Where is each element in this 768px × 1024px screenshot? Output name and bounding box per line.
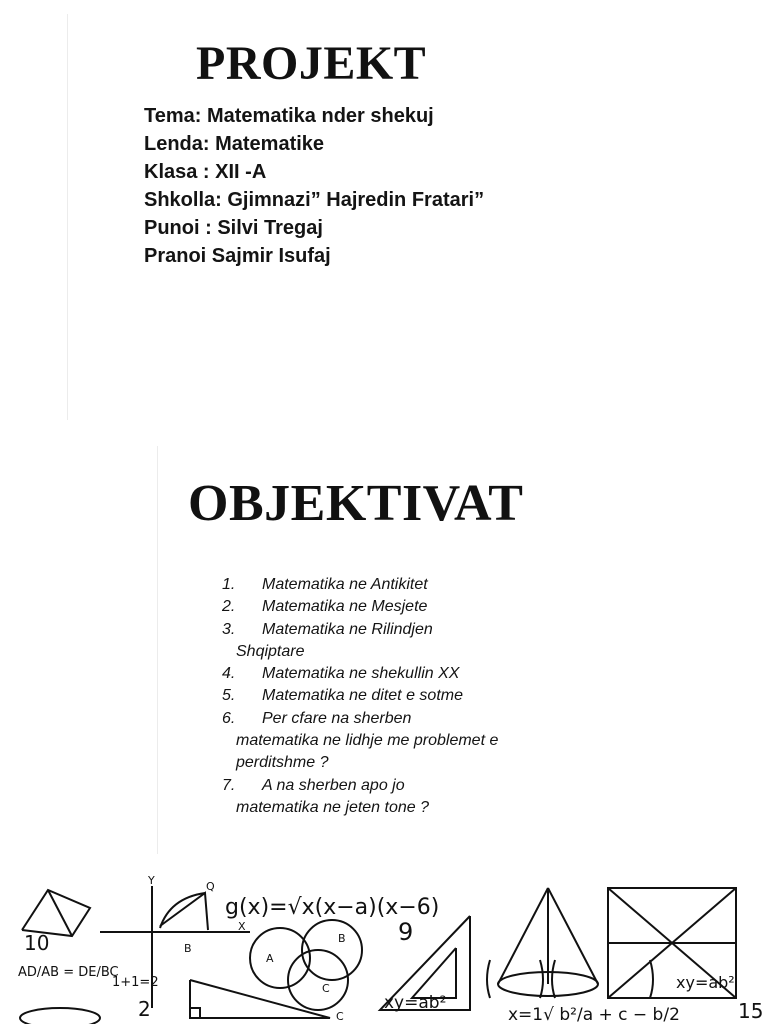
- math-doodle-band: [0, 868, 768, 1024]
- xy-formula-right-text: xy=ab²: [676, 973, 735, 992]
- info-line-shkolla: Shkolla: Gjimnazi” Hajredin Fratari”: [144, 189, 485, 211]
- slide-title-objektivat: OBJEKTIVAT: [188, 475, 524, 532]
- sum-text: 1+1=2: [112, 975, 159, 990]
- objective-item: 7. A na sherben apo jo matematika ne jeten tone ?: [222, 776, 430, 816]
- formula-g-text: g(x)=√x(x−a)(x−6): [225, 895, 440, 920]
- ratio-text: AD/AB = DE/BC: [18, 965, 119, 980]
- info-line-pranoi: Pranoi Sajmir Isufaj: [144, 245, 331, 267]
- axis-label-y: Y: [148, 874, 155, 887]
- cone-doodle: [498, 888, 548, 984]
- point-label-c: C: [336, 1010, 344, 1023]
- math-doodles-illustration: [0, 868, 768, 1024]
- pyramid-doodle: [22, 890, 90, 936]
- number-9-text: 9: [398, 918, 414, 946]
- venn-circle-a: [250, 928, 310, 988]
- info-line-lenda: Lenda: Matematike: [144, 133, 325, 155]
- venn-label-b: B: [338, 932, 346, 945]
- info-line-klasa: Klasa : XII -A: [144, 161, 267, 183]
- number-15-text: 15: [738, 999, 764, 1023]
- objective-item: 2. Matematika ne Mesjete: [222, 598, 428, 616]
- objective-item: 5. Matematika ne ditet e sotme: [222, 687, 463, 705]
- right-triangle-doodle: [190, 980, 330, 1018]
- objective-item: 6. Per cfare na sherben matematika ne lidhje me problemet e perditshme ?: [222, 709, 499, 772]
- number-2-text: 2: [138, 997, 151, 1021]
- venn-label-a: A: [266, 952, 274, 965]
- x-formula-text: x=1√ b²/a + c − b/2: [508, 1005, 680, 1024]
- axis-label-x: X: [238, 920, 246, 933]
- project-info-list: [144, 102, 484, 270]
- slide-projekt: [67, 14, 688, 420]
- point-label-q: Q: [206, 880, 215, 893]
- info-line-punoi: Punoi : Silvi Tregaj: [144, 217, 323, 239]
- objectives-list: [222, 574, 542, 819]
- slide-title-projekt: PROJEKT: [196, 37, 427, 90]
- objective-item: 4. Matematika ne shekullin XX: [222, 665, 460, 683]
- point-label-b: B: [184, 942, 192, 955]
- number-10-text: 10: [24, 931, 50, 955]
- objective-item: 1. Matematika ne Antikitet: [222, 576, 428, 593]
- slide-objektivat: [157, 446, 578, 854]
- venn-label-c: C: [322, 982, 330, 995]
- xy-formula-text: xy=ab²: [384, 993, 447, 1013]
- objective-item: 3. Matematika ne Rilindjen Shqiptare: [222, 620, 433, 660]
- info-line-tema: Tema: Matematika nder shekuj: [144, 105, 434, 127]
